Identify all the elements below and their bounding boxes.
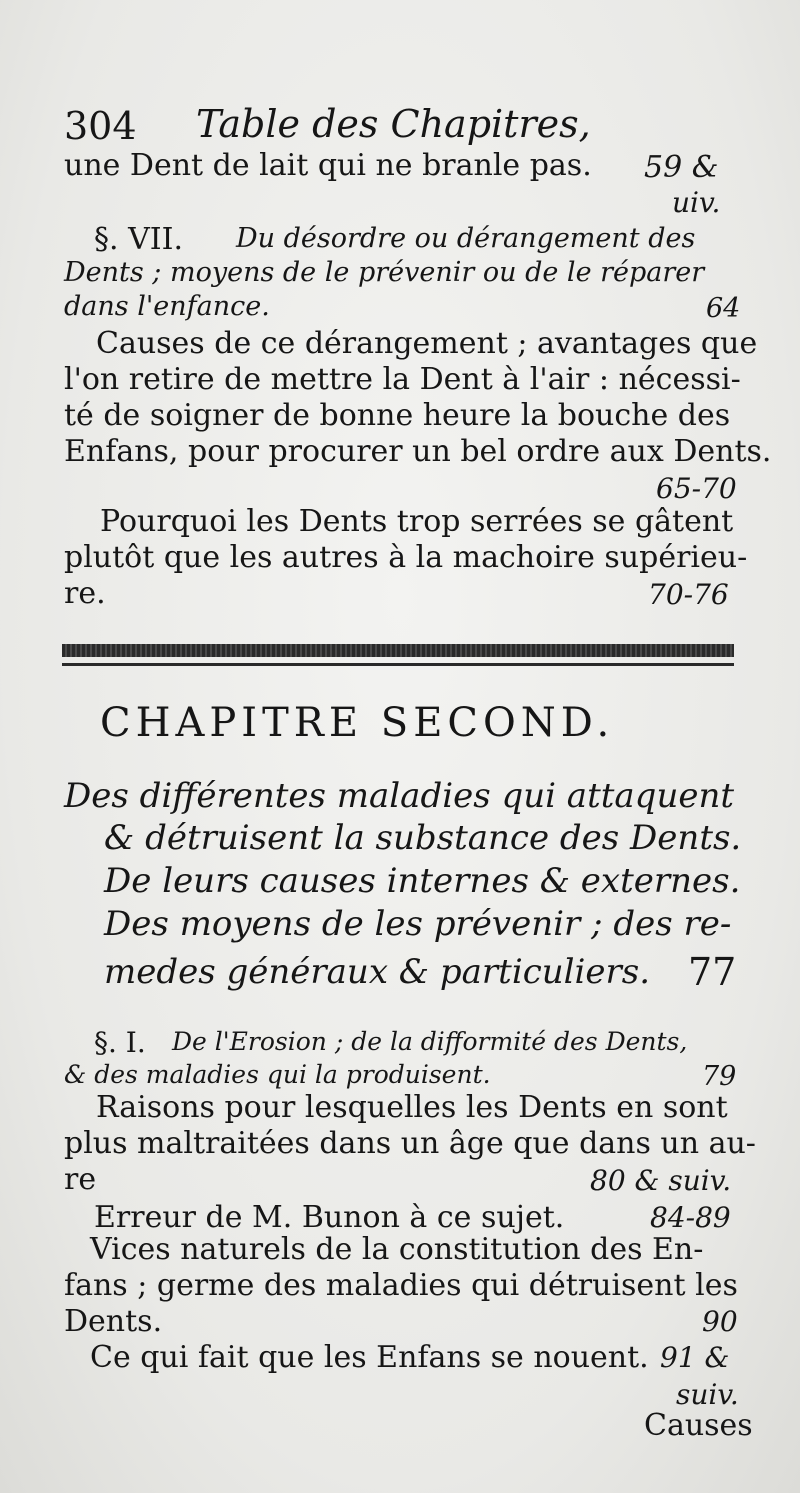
chapter-desc-4: Des moyens de les prévenir ; des re- [104,904,732,944]
erreur-line: Erreur de M. Bunon à ce sujet. [94,1200,565,1235]
raisons-line1: Raisons pour lesquelles les Dents en sont [96,1090,728,1125]
pourquoi-line1: Pourquoi les Dents trop serrées se gâtent [100,504,734,539]
nouent-suiv: suiv. [676,1378,739,1411]
pourquoi-line2: plutôt que les autres à la machoire supérieu- [64,540,748,575]
causes-line2: l'on retire de mettre la Dent à l'air : nécessi- [64,362,741,397]
chapter-desc-5: medes généraux & particuliers. [104,952,651,992]
chapter-heading: CHAPITRE SECOND. [100,700,615,746]
vices-line2: fans ; germe des maladies qui détruisent les [64,1268,738,1303]
causes-line1: Causes de ce dérangement ; avantages que [96,326,758,361]
vices-line1: Vices naturels de la constitution des En- [90,1232,704,1267]
raisons-line3: re [64,1162,97,1197]
causes-line4: Enfans, pour procurer un bel ordre aux Dents. [64,434,772,469]
vices-page: 90 [702,1305,738,1338]
section-vii-line1: Du désordre ou dérangement des [236,223,696,254]
chapter-desc-3: De leurs causes internes & externes. [104,861,741,901]
section-i-page: 79 [702,1061,737,1092]
ornamental-rule-thin [62,663,734,666]
vices-line3: Dents. [64,1304,163,1339]
pourquoi-line3: re. [64,576,106,611]
section-vii-marker: §. VII. [94,222,183,257]
chapter-desc-2: & détruisent la substance des Dents. [104,818,742,858]
erreur-pages: 84-89 [650,1201,731,1234]
section-i-line1: De l'Erosion ; de la difformité des Dents, [172,1027,688,1056]
section-vii-line3: dans l'enfance. [64,291,270,322]
section-vii-line2: Dents ; moyens de le prévenir ou de le réparer [64,257,705,288]
chapter-desc-1: Des différentes maladies qui attaquent [64,776,735,816]
raisons-line2: plus maltraitées dans un âge que dans un au- [64,1126,756,1161]
entry-continuation-suiv: uiv. [672,186,721,219]
running-title: Table des Chapitres, [196,102,591,146]
catchword: Causes [644,1408,753,1443]
section-vii-page: 64 [706,293,741,324]
section-i-line2: & des maladies qui la produisent. [64,1060,491,1089]
entry-continuation: une Dent de lait qui ne branle pas. [64,148,592,183]
entry-continuation-page: 59 & [644,150,719,185]
section-i-marker: §. I. [94,1026,146,1059]
causes-line3: té de soigner de bonne heure la bouche des [64,398,731,433]
causes-pages: 65-70 [656,472,737,505]
pourquoi-pages: 70-76 [648,578,729,611]
raisons-pages: 80 & suiv. [590,1164,732,1197]
ornamental-rule [62,644,734,657]
chapter-page: 77 [688,950,737,994]
nouent-line: Ce qui fait que les Enfans se nouent. [90,1340,649,1375]
page-number: 304 [64,104,137,148]
nouent-page: 91 & [660,1341,730,1374]
